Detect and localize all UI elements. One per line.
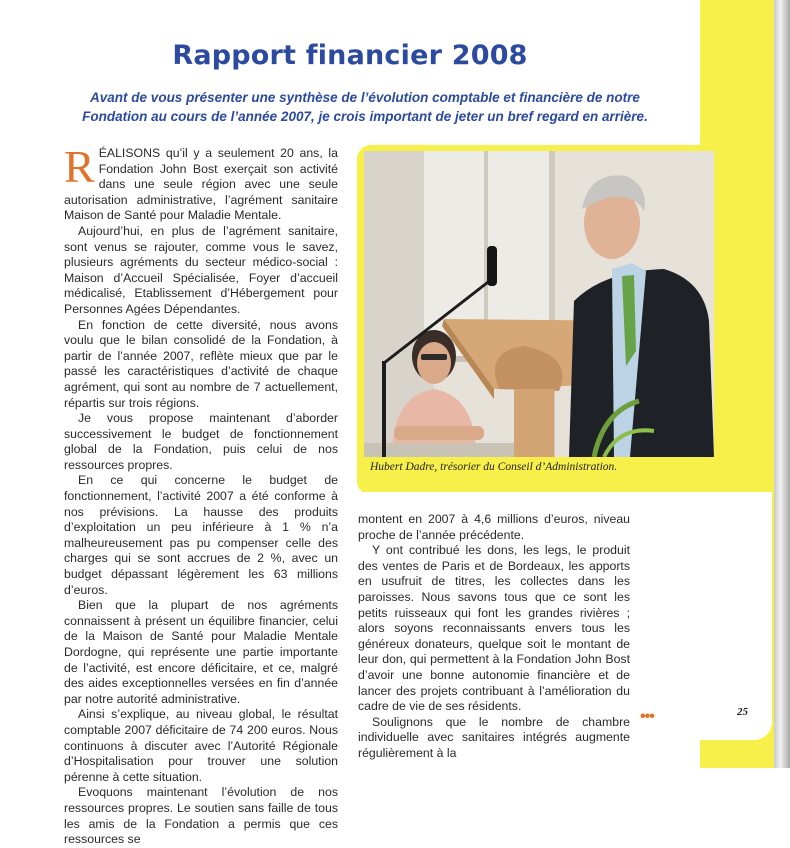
intro-line-2: Fondation au cours de l’année 2007, je crois important de jeter un bref regard en arrière.: [82, 109, 648, 124]
paragraph-8-continued: montent en 2007 à 4,6 millions d’euros, niveau proche de l’année précédente.: [358, 512, 630, 542]
paragraph-2: Aujourd’hui, en plus de l’agrément sanitaire, sont venus se rajouter, comme vous le savez, plusieurs agréments du secteur médico-social : Maison d’Accueil Spécialisée, Foyer d’accueil médicalisé, Etablissement d’Hébergement pour Personnes Agées Dépendantes.: [64, 223, 338, 316]
continuation-dots: •••: [640, 708, 654, 725]
book-spine: [774, 0, 790, 768]
paragraph-1: [64, 141, 338, 224]
paragraph-8: Evoquons maintenant l’évolution de nos ressources propres. Le soutien sans faille de tous les amis de la Fondation a permis que ces ressources se: [64, 785, 338, 847]
paragraph-10: Soulignons que le nombre de chambre individuelle avec sanitaires intégrés augmente régulièrement à la: [358, 714, 630, 760]
paragraph-1-text: ÉALISONS qu’il y a seulement 20 ans, la Fondation John Bost exerçait son activité dans une seule région avec une seule autorisation administrative, l’agrément sanitaire Maison de Santé pour Maladie Mentale.: [64, 146, 338, 223]
page-title: Rapport financier 2008: [172, 40, 528, 71]
intro-paragraph: [40, 88, 690, 126]
paragraph-9: Y ont contribué les dons, les legs, le produit des ventes de Paris et de Bordeaux, les apports en usufruit de titres, les collectes dans les paroisses. Nous savons tous que ce sont les petits ruisseaux qui font les grandes rivières ; alors soyons reconnaissants envers tous les généreux donateurs, quelque soit le montant de leur don, qui permettent à la Fondation John Bost d’avoir une bonne autonomie financière et de lancer des projets contribuant à l’amélioration du cadre de vie de ses résidents.: [358, 543, 630, 714]
speaker-photo: [364, 151, 714, 457]
drop-cap: R: [64, 141, 95, 192]
photo-caption: Hubert Dadre, trésorier du Conseil d’Administration.: [370, 461, 618, 473]
page-number: 25: [737, 706, 748, 718]
paragraph-3: En fonction de cette diversité, nous avons voulu que le bilan consolidé de la Fondation, à partir de l’année 2007, reflète mieux que par le passé les caractéristiques d’activité de chaque agrément, qui sont au nombre de 7 actuellement, répartis sur trois régions.: [64, 317, 338, 410]
paragraph-7: Ainsi s’explique, au niveau global, le résultat comptable 2007 déficitaire de 74 200 euros. Nous continuons à discuter avec l’Autorité Régionale d’Hospitalisation pour trouver une solution pérenne à cette situation.: [64, 707, 338, 784]
intro-line-1: Avant de vous présenter une synthèse de l’évolution comptable et financière de notre: [90, 90, 640, 105]
paragraph-5: En ce qui concerne le budget de fonctionnement, l’activité 2007 a été conforme à nos prévisions. La hausse des produits d’exploitation un peu inférieure à 1 % n’a malheureusement pas pu compenser celle des charges qui se sont accrues de 2 %, avec un budget dépassant légèrement les 63 millions d’euros.: [64, 473, 338, 597]
speaker-photo-illustration: [364, 151, 714, 457]
left-text-column: [64, 141, 338, 848]
paragraph-6: Bien que la plupart de nos agréments connaissent à présent un équilibre financier, celui de la Maison de Santé pour Maladie Mentale Dordogne, qui représente une partie importante de l’activité, est encore déficitaire, et ce, malgré des aides exceptionnelles versées en fin d’année par notre autorité administrative.: [64, 598, 338, 706]
paragraph-4: Je vous propose maintenant d’aborder successivement le budget de fonctionnement global de la Fondation, puis celui de nos ressources propres.: [64, 411, 338, 472]
right-text-column: [358, 512, 630, 762]
